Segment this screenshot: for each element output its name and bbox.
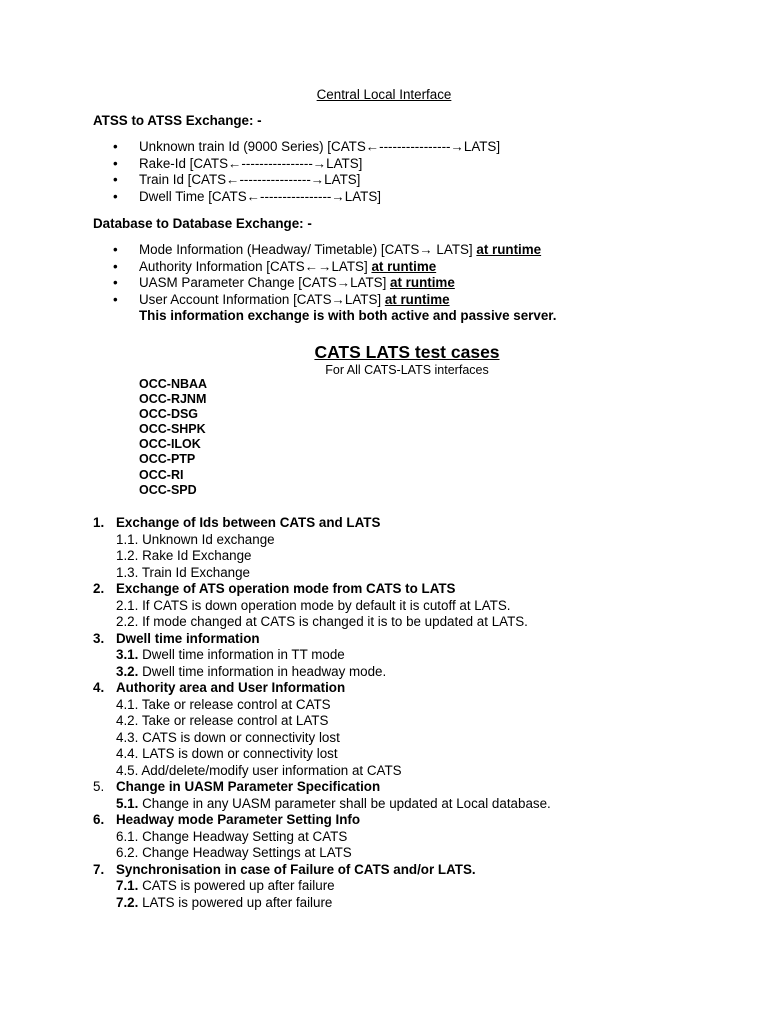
runtime-label: at runtime (384, 291, 450, 307)
test-cases-title: CATS LATS test cases (314, 342, 500, 362)
test-case-title: Exchange of Ids between CATS and LATS (116, 515, 381, 530)
sub-case-text: Dwell time information in headway mode. (142, 663, 387, 679)
list-item-text: Unknown train Id (9000 Series) [CATS←----------------→LATS] (139, 139, 501, 154)
test-case-heading (93, 779, 551, 796)
list-item-text: Rake-Id [CATS←----------------→LATS] (139, 155, 363, 171)
sub-case-text: Take or release control at CATS (141, 696, 331, 712)
sub-case-text: Unknown Id exchange (142, 531, 275, 547)
list-item (113, 292, 541, 309)
test-case (93, 680, 551, 779)
sub-case-number: 1.3. (116, 564, 139, 580)
list-item (113, 156, 500, 173)
runtime-label: at runtime (390, 275, 455, 291)
document-title: Central Local Interface (316, 87, 452, 102)
sub-case-text: If mode changed at CATS is changed it is to be updated at LATS. (142, 614, 528, 629)
occ-item: OCC-RI (139, 467, 184, 482)
list-item (113, 259, 541, 276)
list-item-text: Authority Information [CATS←→LATS] (139, 258, 372, 274)
list-item-text: Train Id [CATS←----------------→LATS] (139, 172, 361, 188)
sub-case-number: 1.2. (116, 548, 139, 563)
test-cases-subtitle: For All CATS-LATS interfaces (325, 363, 489, 377)
test-case-heading (93, 581, 551, 598)
sub-case (93, 565, 551, 582)
list-item (113, 172, 500, 189)
sub-case (93, 895, 551, 912)
sub-case (93, 647, 551, 664)
test-case (93, 631, 551, 681)
sub-case-text: Train Id Exchange (141, 564, 251, 580)
sub-case-number: 5.1. (116, 795, 139, 811)
sub-case-text: Take or release control at LATS (141, 713, 329, 728)
sub-case-number: 7.1. (116, 878, 139, 893)
sub-case-number: 4.4. (116, 746, 139, 761)
occ-item: OCC-SPD (139, 482, 197, 497)
sub-case (93, 878, 551, 895)
list-item-text: User Account Information [CATS→LATS] (139, 291, 385, 307)
test-case (93, 779, 551, 812)
sub-case-number: 7.2. (116, 894, 139, 910)
sub-case (93, 796, 551, 813)
database-exchange-list (113, 242, 541, 308)
sub-case (93, 730, 551, 747)
sub-case-number: 2.1. (116, 597, 139, 613)
list-item-text: Mode Information (Headway/ Timetable) [CATS→ LATS] (139, 242, 477, 257)
sub-case-number: 4.1. (116, 696, 139, 712)
test-case-heading (93, 680, 551, 697)
list-item (113, 139, 500, 156)
list-item (113, 275, 541, 292)
list-item-text: UASM Parameter Change [CATS→LATS] (139, 275, 391, 291)
test-case-number: 1. (93, 515, 105, 530)
test-case-number: 4. (93, 680, 105, 695)
runtime-label: at runtime (371, 258, 437, 274)
test-case-heading (93, 812, 551, 829)
test-case-title: Authority area and User Information (116, 680, 346, 695)
test-case-list (93, 515, 551, 911)
occ-item: OCC-PTP (139, 452, 196, 467)
occ-item: OCC-SHPK (139, 422, 206, 437)
test-case-number: 3. (93, 630, 105, 646)
sub-case-text: Change Headway Setting at CATS (142, 828, 348, 844)
sub-case (93, 598, 551, 615)
runtime-label: at runtime (476, 242, 542, 257)
sub-case-number: 4.2. (116, 713, 139, 728)
sub-case-number: 4.3. (116, 729, 139, 745)
atss-exchange-list (113, 139, 500, 205)
occ-item: OCC-NBAA (139, 377, 208, 391)
sub-case-number: 1.1. (116, 531, 139, 547)
test-case-number: 7. (93, 861, 105, 877)
sub-case-number: 2.2. (116, 614, 139, 629)
sub-case-number: 6.2. (116, 845, 139, 860)
sub-case-text: CATS is powered up after failure (142, 878, 335, 893)
test-case-heading (93, 515, 551, 532)
section-heading-database: Database to Database Exchange: - (93, 216, 312, 231)
list-item (113, 242, 541, 259)
sub-case-text: Change Headway Settings at LATS (142, 845, 352, 860)
list-item (113, 189, 500, 206)
test-case-title: Change in UASM Parameter Specification (116, 779, 381, 794)
test-case-heading (93, 631, 551, 648)
test-case-title: Exchange of ATS operation mode from CATS to LATS (116, 581, 456, 596)
sub-case (93, 845, 551, 862)
test-case-title: Dwell time information (116, 630, 260, 646)
sub-case (93, 664, 551, 681)
sub-case-text: Change in any UASM parameter shall be updated at Local database. (142, 795, 551, 811)
test-case (93, 515, 551, 581)
sub-case-text: LATS is powered up after failure (142, 894, 333, 910)
occ-list (139, 377, 207, 498)
test-case-number: 6. (93, 812, 105, 827)
sub-case (93, 829, 551, 846)
sub-case (93, 697, 551, 714)
test-case-number: 5. (93, 779, 105, 794)
test-case-number: 2. (93, 581, 105, 596)
test-case (93, 581, 551, 631)
test-case (93, 812, 551, 862)
test-case-title: Synchronisation in case of Failure of CATS and/or LATS. (116, 861, 476, 877)
sub-case-text: CATS is down or connectivity lost (142, 729, 340, 745)
sub-case (93, 548, 551, 565)
occ-item: OCC-DSG (139, 407, 199, 422)
sub-case-number: 6.1. (116, 828, 139, 844)
sub-case-number: 4.5. (116, 762, 139, 778)
sub-case-number: 3.1. (116, 647, 139, 662)
sub-case (93, 763, 551, 780)
test-case-heading (93, 862, 551, 879)
sub-case-text: Rake Id Exchange (142, 548, 252, 563)
sub-case-number: 3.2. (116, 663, 139, 679)
sub-case-text: Add/delete/modify user information at CATS (141, 762, 402, 778)
sub-case (93, 746, 551, 763)
server-note: This information exchange is with both active and passive server. (139, 308, 557, 323)
sub-case-text: Dwell time information in TT mode (142, 647, 345, 662)
test-case (93, 862, 551, 912)
occ-item: OCC-RJNM (139, 392, 207, 407)
sub-case (93, 713, 551, 730)
section-heading-atss: ATSS to ATSS Exchange: - (93, 113, 262, 128)
test-case-title: Headway mode Parameter Setting Info (116, 812, 361, 827)
sub-case (93, 532, 551, 549)
sub-case-text: LATS is down or connectivity lost (142, 746, 338, 761)
occ-item: OCC-ILOK (139, 437, 201, 452)
sub-case (93, 614, 551, 631)
list-item-text: Dwell Time [CATS←----------------→LATS] (139, 188, 381, 204)
sub-case-text: If CATS is down operation mode by default it is cutoff at LATS. (142, 597, 511, 613)
